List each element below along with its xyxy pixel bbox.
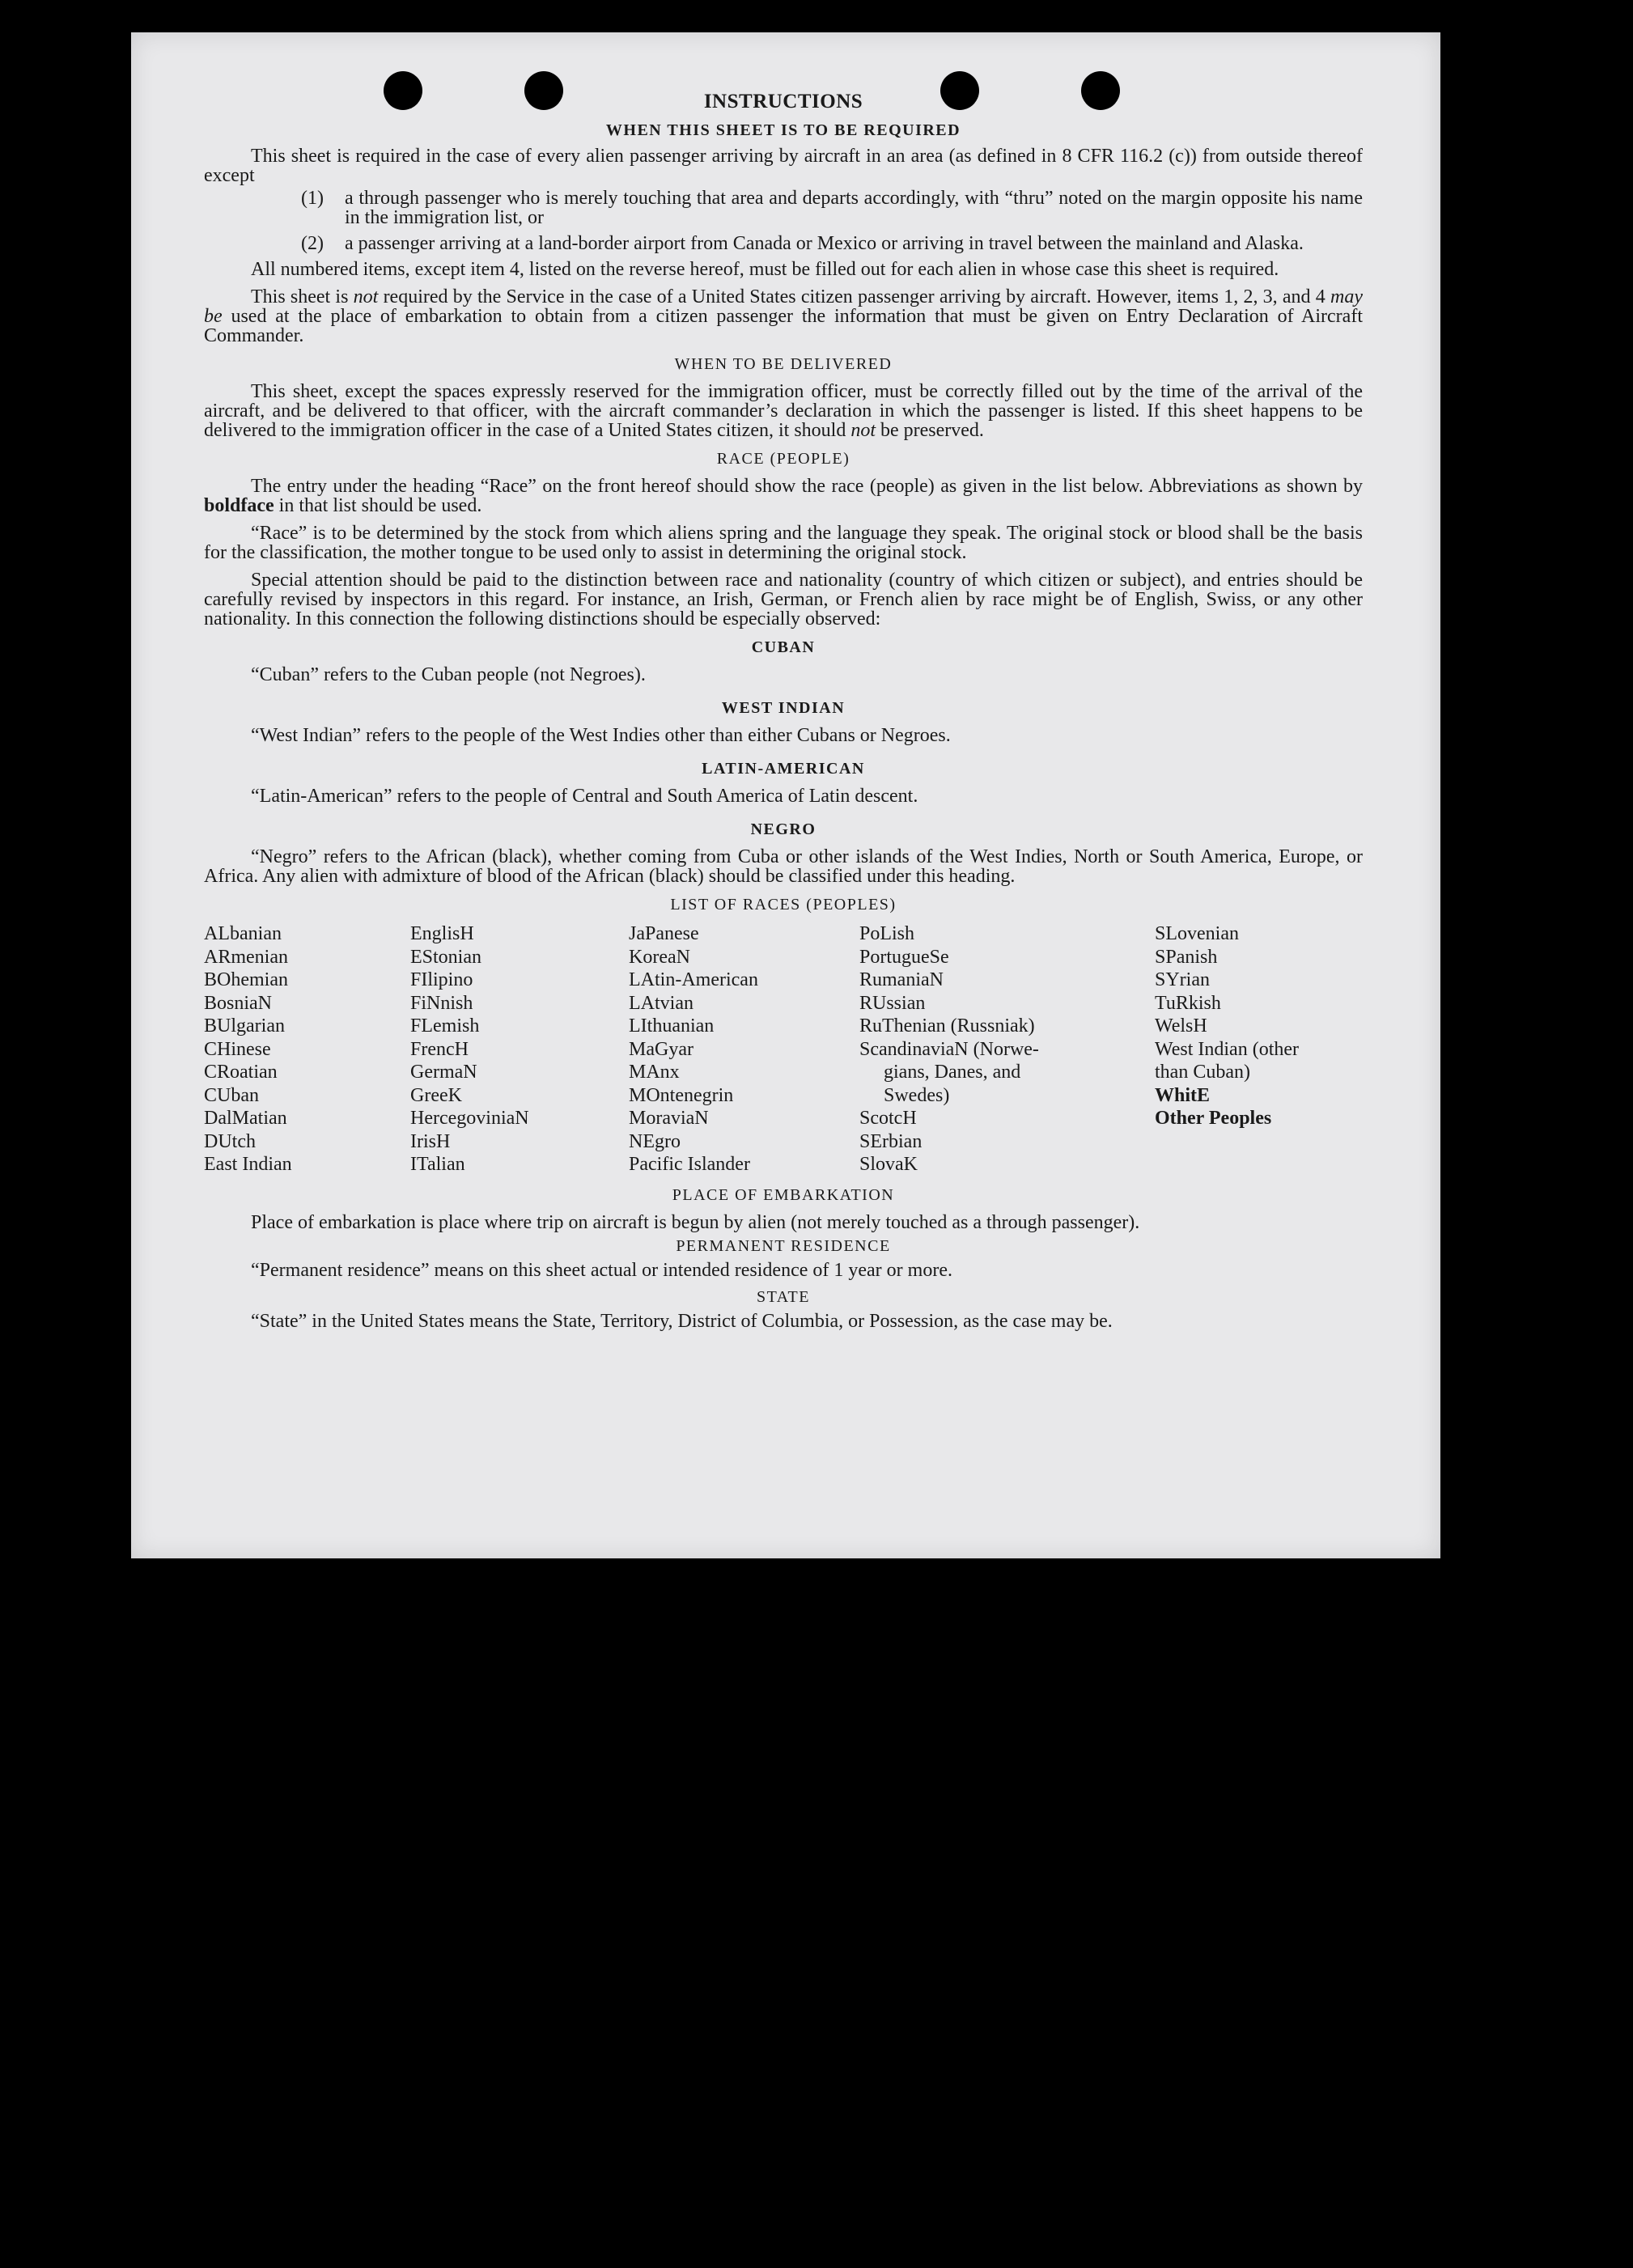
- race-entry: MaGyar: [629, 1038, 693, 1060]
- race-entry: Pacific Islander: [629, 1154, 750, 1175]
- heading-negro: NEGRO: [750, 820, 816, 838]
- heading-list-of-races: LIST OF RACES (PEOPLES): [670, 896, 897, 914]
- race-entry: FiNnish: [410, 992, 473, 1014]
- race-entry: LAtvian: [629, 992, 693, 1014]
- race-column: [204, 922, 410, 1176]
- race-entry: West Indian (other: [1155, 1038, 1300, 1060]
- race-column: [859, 922, 1155, 1176]
- race-column: [629, 922, 859, 1176]
- race-entry: MoraviaN: [629, 1108, 709, 1129]
- punch-hole: [384, 71, 422, 110]
- race-entry: EnglisH: [410, 923, 474, 944]
- race-entry: ITalian: [410, 1154, 465, 1175]
- race-entry: DUtch: [204, 1130, 256, 1152]
- text-run: used at the place of embarkation to obtain from a citizen passenger the information that must be given on Entry Declaration of Aircraft Commander.: [204, 306, 1363, 346]
- race-entry: PortugueSe: [859, 946, 949, 968]
- race-entry: LIthuanian: [629, 1015, 715, 1036]
- race-list: [204, 922, 1363, 1176]
- race-entry: JaPanese: [629, 923, 699, 944]
- definition-residence: “Permanent residence” means on this sheet actual or intended residence of 1 year or more.: [251, 1259, 952, 1281]
- race-entry: DalMatian: [204, 1108, 287, 1129]
- race-entry: ScotcH: [859, 1108, 917, 1129]
- italic-text: may be: [204, 286, 1363, 327]
- race-entry: NEgro: [629, 1130, 681, 1152]
- definition-cuban: “Cuban” refers to the Cuban people (not Negroes).: [251, 664, 646, 685]
- race-entry: SPanish: [1155, 946, 1218, 968]
- race-entry: than Cuban): [1155, 1062, 1250, 1083]
- heading-state: STATE: [757, 1287, 810, 1306]
- race-entry: FrencH: [410, 1038, 469, 1060]
- paragraph-citizen: [204, 287, 1363, 345]
- race-entry: KoreaN: [629, 946, 690, 968]
- paragraph-required-intro: This sheet is required in the case of every alien passenger arriving by aircraft in an area (as defined in 8 CFR 116.2 (c)) from outside thereof except: [204, 146, 1363, 186]
- race-column: [1155, 922, 1373, 1176]
- paragraph-numbered-items: All numbered items, except item 4, listed on the reverse hereof, must be filled out for each alien in whose case this sheet is required.: [251, 259, 1279, 280]
- punch-hole: [524, 71, 563, 110]
- race-entry: East Indian: [204, 1154, 292, 1175]
- race-entry: ARmenian: [204, 946, 288, 968]
- text-run: This sheet is: [251, 286, 354, 307]
- race-entry: FLemish: [410, 1015, 480, 1036]
- race-entry: WhitE: [1155, 1084, 1211, 1106]
- race-entry: FIlipino: [410, 969, 473, 990]
- exception-item: [301, 189, 1363, 227]
- punch-hole: [940, 71, 979, 110]
- race-entry: MOntenegrin: [629, 1084, 734, 1106]
- race-entry: RUssian: [859, 992, 926, 1014]
- paragraph-delivered: [204, 382, 1363, 440]
- text-run: The entry under the heading “Race” on the front hereof should show the race (people) as given in the list below. Abbreviations as shown by: [251, 476, 1363, 497]
- race-entry: HercegoviniaN: [410, 1108, 529, 1129]
- race-entry: ALbanian: [204, 923, 282, 944]
- race-entry: Swedes): [884, 1084, 950, 1106]
- heading-when-required: WHEN THIS SHEET IS TO BE REQUIRED: [605, 121, 961, 139]
- italic-text: not: [353, 286, 379, 307]
- race-entry: LAtin-American: [629, 969, 758, 990]
- race-entry: EStonian: [410, 946, 481, 968]
- paragraph-race-nationality: Special attention should be paid to the distinction between race and nationality (country of which citizen or subject), and entries should be carefully revised by inspectors in this regard. For instance, an Irish, German, or French alien by race might be of English, Swiss, or any other nationality. In this connection the following distinctions should be especially observed:: [204, 570, 1363, 630]
- race-entry: SlovaK: [859, 1154, 918, 1175]
- race-entry: MAnx: [629, 1062, 680, 1083]
- punch-hole: [1081, 71, 1120, 110]
- bold-text: boldface: [204, 495, 274, 516]
- race-entry: SLovenian: [1155, 923, 1239, 944]
- race-entry: CUban: [204, 1084, 259, 1106]
- definition-state: “State” in the United States means the State, Territory, District of Columbia, or Possession, as the case may be.: [251, 1310, 1113, 1332]
- heading-embarkation: PLACE OF EMBARKATION: [672, 1185, 895, 1204]
- definition-embarkation: Place of embarkation is place where trip on aircraft is begun by alien (not merely touched as a through passenger).: [251, 1211, 1140, 1233]
- race-entry: SErbian: [859, 1130, 923, 1152]
- text-run: in that list should be used.: [274, 495, 482, 516]
- page-title: INSTRUCTIONS: [703, 91, 863, 112]
- exception-text: a through passenger who is merely touching that area and departs accordingly, with “thru” noted on the margin opposite his name in the immigration list, or: [345, 188, 1363, 228]
- race-entry: SYrian: [1155, 969, 1210, 990]
- heading-west-indian: WEST INDIAN: [721, 699, 846, 717]
- race-column: [410, 922, 629, 1176]
- paragraph-race-entry: [204, 477, 1363, 515]
- race-entry: TuRkish: [1155, 992, 1221, 1014]
- race-entry: Other Peoples: [1155, 1108, 1272, 1129]
- race-entry: RumaniaN: [859, 969, 944, 990]
- race-entry: PoLish: [859, 923, 915, 944]
- instruction-sheet: [131, 32, 1440, 1558]
- race-entry: GreeK: [410, 1084, 462, 1106]
- definition-west-indian: “West Indian” refers to the people of the West Indies other than either Cubans or Negroes.: [251, 725, 951, 746]
- exception-text: a passenger arriving at a land-border airport from Canada or Mexico or arriving in travel between the mainland and Alaska.: [345, 233, 1304, 254]
- paragraph-race-definition: “Race” is to be determined by the stock from which aliens spring and the language they speak. The original stock or blood shall be the basis for the classification, the mother tongue to be used only to assist in determining the original stock.: [204, 523, 1363, 563]
- race-entry: CHinese: [204, 1038, 271, 1060]
- definition-negro: “Negro” refers to the African (black), whether coming from Cuba or other islands of the West Indies, North or South America, Europe, or Africa. Any alien with admixture of blood of the African (black) should be classified under this heading.: [204, 846, 1363, 887]
- heading-latin-american: LATIN-AMERICAN: [702, 760, 865, 778]
- heading-when-delivered: WHEN TO BE DELIVERED: [674, 355, 893, 373]
- race-entry: ScandinaviaN (Norwe-: [859, 1038, 1039, 1060]
- race-entry: BUlgarian: [204, 1015, 285, 1036]
- exception-item: [301, 234, 1363, 253]
- race-entry: gians, Danes, and: [884, 1062, 1021, 1083]
- race-entry: RuThenian (Russniak): [859, 1015, 1035, 1036]
- text-run: This sheet, except the spaces expressly reserved for the immigration officer, must be correctly filled out by the time of the arrival of the aircraft, and be delivered to that officer, with the aircraft commander’s declaration in which the passenger is listed. If this sheet happens to be delivered to the immigration officer in the case of a United States citizen, it should: [204, 381, 1363, 441]
- race-entry: CRoatian: [204, 1062, 278, 1083]
- heading-race: RACE (PEOPLE): [716, 450, 850, 468]
- heading-residence: PERMANENT RESIDENCE: [676, 1236, 891, 1255]
- heading-cuban: CUBAN: [751, 638, 816, 656]
- italic-text: not: [850, 420, 876, 441]
- text-run: be preserved.: [876, 420, 984, 441]
- definition-latin-american: “Latin-American” refers to the people of Central and South America of Latin descent.: [251, 786, 918, 807]
- text-run: required by the Service in the case of a United States citizen passenger arriving by aircraft. However, items 1, 2, 3, and 4: [378, 286, 1331, 307]
- race-entry: BosniaN: [204, 992, 272, 1014]
- race-entry: IrisH: [410, 1130, 451, 1152]
- exception-number: (1): [301, 188, 324, 209]
- race-entry: GermaN: [410, 1062, 477, 1083]
- race-entry: WelsH: [1155, 1015, 1207, 1036]
- race-entry: BOhemian: [204, 969, 288, 990]
- exception-number: (2): [301, 233, 324, 254]
